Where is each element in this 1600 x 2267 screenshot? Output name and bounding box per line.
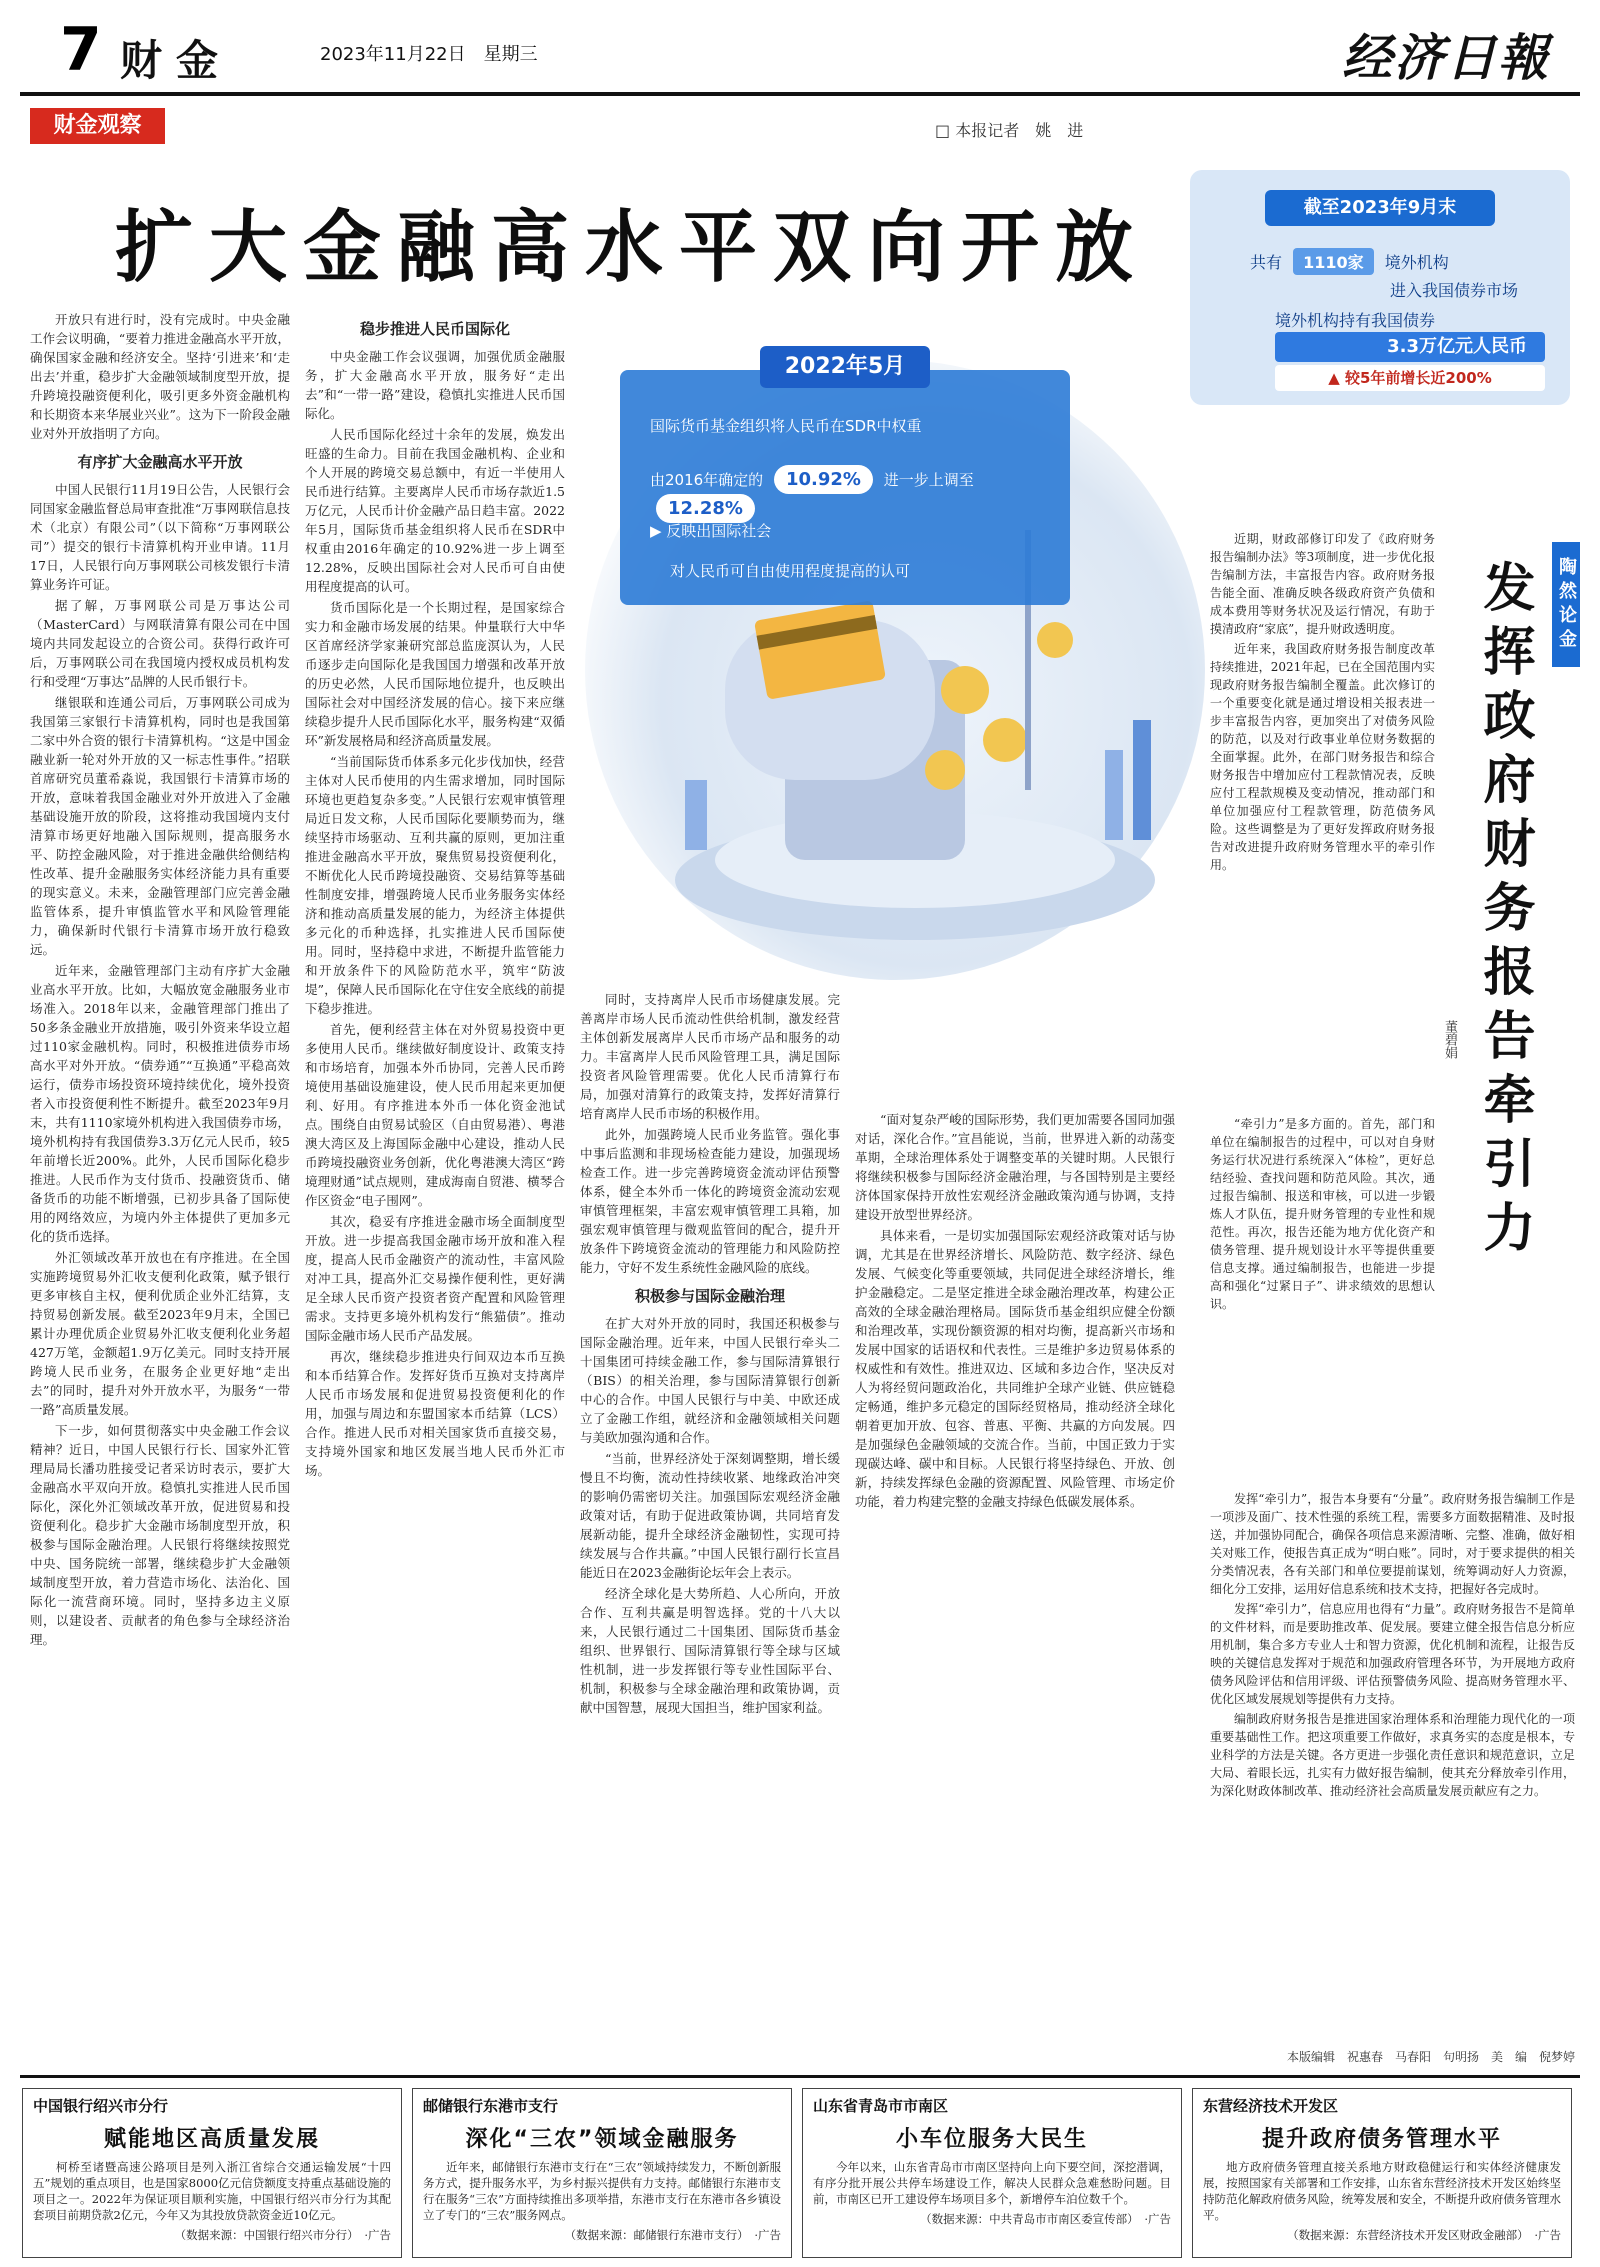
stats-line-2: 境外机构持有我国债券 [1275, 311, 1436, 330]
commentary-title: 发挥政府财务报告牵引力 [1474, 560, 1534, 1264]
page-number: 7 [60, 15, 102, 85]
article-paragraph: 具体来看，一是切实加强国际宏观经济政策对话与协调，尤其是在世界经济增长、风险防范、数字经济、绿色发展、气候变化等重要领域，共同促进全球经济增长，维护金融稳定。二是坚定推进全球金融治理改革，构建公正高效的全球金融治理格局。国际货币基金组织应健全份额和治理改革，实现份额资源的相对均衡，提高新兴市场和发展中国家的话语权和代表性。三是维护多边贸易体系的权威性和有效性。推进双边、区域和多边合作，坚决反对人为将经贸问题政治化，共同维护全球产业链、供应链稳定畅通，维护多元稳定的国际经贸格局，推动经济全球化朝着更加开放、包容、普惠、平衡、共赢的方向发展。四是加强绿色金融领域的交流合作。当前，中国正致力于实现碳达峰、碳中和目标。人民银行将坚持绿色、开放、创新，持续发挥绿色金融的资源配置、风险管理、市场定价功能，着力构建完整的金融支持绿色低碳发展体系。 [855, 1228, 1175, 1509]
article-column-3 [580, 990, 840, 2060]
ad-block-3 [802, 2088, 1182, 2258]
commentary-paragraph: 编制政府财务报告是推进国家治理体系和治理能力现代化的一项重要基础性工作。把这项重要工作做好，求真务实的态度是根本，专业科学的方法是关键。各方更进一步强化责任意识和规范意识，立足大局、着眼长远，扎实有力做好报告编制，使其充分释放牵引作用，为深化财政体制改革、推动经济社会高质量发展贡献应有之力。 [1210, 1712, 1575, 1798]
editors-credit: 本版编辑 祝惠春 马春阳 句明扬 美 编 倪梦婷 [1286, 2050, 1575, 2064]
commentary-paragraph: “牵引力”是多方面的。首先，部门和单位在编制报告的过程中，可以对自身财务运行状况进行系统深入“体检”，更好总结经验、查找问题和防范风险。其次，通过报告编制、报送和审核，可以进一步锻炼人才队伍，提升财务管理的专业性和规范性。再次，报告还能为地方优化资产和债务管理、提升规划设计水平等提供重要信息支撑。通过编制报告，也能进一步提高和强化“过紧日子”、讲求绩效的思想认识。 [1210, 1117, 1435, 1311]
column-tag: 财金观察 [30, 108, 165, 144]
stats-line-1 [1250, 248, 1449, 275]
ad-org: 中国银行绍兴市分行 [33, 2097, 169, 2115]
article-paragraph: 继银联和连通公司后，万事网联公司成为我国第三家银行卡清算机构，同时也是我国第二家中外合资的银行卡清算机构。“这是中国金融业新一轮对外开放的又一标志性事件。”招联首席研究员董希淼说，我国银行卡清算市场的开放，意味着我国金融业对外开放进入了金融基础设施开放的阶段，这将推动我国境内支付清算市场更好地融入国际规则，提高服务水平、防控金融风险，对于推进金融供给侧结构性改革、提升金融服务实体经济能力具有重要的现实意义。未来，金融管理部门应完善金融监管体系，提升审慎监管水平和风险管理能力，确保新时代银行卡清算市场开放行稳致远。 [30, 695, 290, 957]
article-paragraph: 其次，稳妥有序推进金融市场全面制度型开放。进一步提高我国金融市场开放和准入程度，提高人民币金融资产的流动性，丰富风险对冲工具，提高外汇交易操作便利性，更好满足全球人民币资产投资者资产配置和风险管理需求。支持更多境外机构发行“熊猫债”。推动国际金融市场人民币产品发展。 [305, 1214, 565, 1343]
subheading-3: 积极参与国际金融治理 [634, 1287, 785, 1305]
section-name: 财金 [120, 36, 233, 85]
commentary-paragraph: 发挥“牵引力”，信息应用也得有“力量”。政府财务报告不是简单的文件材料，而是要助推改革、促发展。要建立健全报告信息分析应用机制，集合多方专业人士和智力资源，优化机制和流程，让报告反映的关键信息发挥对于规范和加强政府管理各环节，为开展地方政府债务风险评估和信用评级、评估预警债务风险、提高财务管理水平、优化区域发展规划等提供有力支持。 [1210, 1602, 1575, 1706]
ad-source: （数据来源：邮储银行东港市支行） ·广告 [564, 2228, 781, 2242]
article-paragraph: 再次，继续稳步推进央行间双边本币互换和本币结算合作。发挥好货币互换对支持离岸人民币市场发展和促进贸易投资便利化的作用，加强与周边和东盟国家本币结算（LCS）合作。推进人民币对相关国家货币直接交易，支持境外国家和地区发展当地人民币外汇市场。 [305, 1349, 565, 1478]
article-paragraph: 外汇领域改革开放也在有序推进。在全国实施跨境贸易外汇收支便利化政策，赋予银行更多审核自主权，便利优质企业外汇结算，支持贸易创新发展。截至2023年9月末，全国已累计办理优质企业贸易外汇收支便利化业务超427万笔，金额超1.9万亿美元。同时支持开展跨境人民币业务，在服务企业更好地“走出去”的同时，提升对外开放水平，为服务“一带一路”高质量发展。 [30, 1250, 290, 1417]
divider [20, 2075, 1580, 2078]
sdr-text-4: 对人民币可自由使用程度提高的认可 [670, 562, 911, 580]
article-paragraph: 同时，支持离岸人民币市场健康发展。完善离岸市场人民币流动性供给机制，激发经营主体创新发展离岸人民币市场产品和服务的动力。丰富离岸人民币风险管理工具，满足国际投资者风险管理需要。优化人民币清算行布局，加强对清算行的政策支持，发挥好清算行培育离岸人民币市场的积极作用。 [580, 992, 840, 1121]
sdr-text2-mid: 进一步上调至 [883, 471, 974, 489]
stats-line1-suffix: 境外机构 [1384, 253, 1449, 272]
article-paragraph: 此外，加强跨境人民币业务监管。强化事中事后监测和非现场检查能力建设，加强现场检查工作。进一步完善跨境资金流动评估预警体系，健全本外币一体化的跨境资金流动宏观审慎管理框架，丰富宏观审慎管理工具箱，加强宏观审慎管理与微观监管间的配合，提升开放条件下跨境资金流动的管理能力和风险防控能力，守好不发生系统性金融风险的底线。 [580, 1127, 840, 1275]
article-paragraph: 下一步，如何贯彻落实中央金融工作会议精神？近日，中国人民银行行长、国家外汇管理局局长潘功胜接受记者采访时表示，要扩大金融高水平双向开放。稳慎扎实推进人民币国际化，深化外汇领域改革开放，促进贸易和投资便利化。稳步扩大金融市场制度型开放，积极参与国际金融治理。人民银行将继续按照党中央、国务院统一部署，继续稳步扩大金融领域制度型开放，着力营造市场化、法治化、国际化一流营商环境。同时，坚持多边主义原则，以建设者、贡献者的角色参与全球经济治理。 [30, 1423, 290, 1647]
commentary-paragraph: 近年来，我国政府财务报告制度改革持续推进，2021年起，已在全国范围内实现政府财务报告编制全覆盖。此次修订的一个重要变化就是通过增设相关报表进一步丰富报告内容，更加突出了对债务风险的防范，以及对行政事业单位财务数据的全面掌握。此外，在部门财务报告和综合财务报告中增加应付工程款情况表，反映应付工程款规模及变动情况，推动部门和单位加强应付工程款管理，防范债务风险。这些调整是为了更好发挥政府财务报告对改进提升政府财务管理水平的牵引作用。 [1210, 642, 1435, 872]
commentary-body-1 [1210, 530, 1435, 1110]
article-column-2 [305, 310, 565, 2060]
article-column-4 [855, 1110, 1175, 2060]
ad-block-4 [1192, 2088, 1572, 2258]
ad-org: 东营经济技术开发区 [1203, 2097, 1339, 2115]
subheading-1: 有序扩大金融高水平开放 [77, 453, 243, 471]
ad-body: 柯桥至诸暨高速公路项目是列入浙江省综合交通运输发展“十四五”规划的重点项目，也是国家8000亿元信贷额度支持重点基础设施的项目之一。2022年为保证项目顺利实施，中国银行绍兴市分行为其配套项目前期贷款2亿元，今年又为其投放贷款资金近10亿元。 [33, 2160, 391, 2222]
sdr-value-from: 10.92% [774, 465, 873, 494]
commentary-paragraph: 近期，财政部修订印发了《政府财务报告编制办法》等3项制度，进一步优化报告编制方法，丰富报告内容。政府财务报告能全面、准确反映各级政府资产负债和成本费用等财务状况及运行情况，有助于摸清政府“家底”，提升财政透明度。 [1210, 532, 1435, 636]
byline: □ 本报记者 姚 进 [935, 121, 1084, 140]
stats-panel [1190, 170, 1570, 405]
sdr-text-3: ▶ 反映出国际社会 [650, 522, 772, 540]
article-paragraph: “当前国际货币体系多元化步伐加快，经营主体对人民币使用的内生需求增加，同时国际环境也更趋复杂多变。”人民银行宏观审慎管理局近日发文称，人民币国际化要顺势而为，继续坚持市场驱动、互利共赢的原则，更加注重推进金融高水平开放，聚焦贸易投资便利化，不断优化人民币跨境投融资、交易结算等基础性制度安排，增强跨境人民币业务服务实体经济和推动高质量发展的能力，为经济主体提供多元化的币种选择，扎实推进人民币国际使用。同时，坚持稳中求进，不断提升监管能力和开放条件下的风险防范水平，筑牢“防波堤”，保障人民币国际化在守住安全底线的前提下稳步推进。 [305, 754, 565, 1016]
article-paragraph: 中国人民银行11月19日公告，人民银行会同国家金融监督总局审查批准“万事网联信息技术（北京）有限公司”（以下简称“万事网联公司”）提交的银行卡清算机构开业申请。11月17日，人民银行向万事网联公司核发银行卡清算业务许可证。 [30, 482, 290, 592]
sdr-date: 2022年5月 [760, 346, 930, 388]
stats-line2-value: 3.3万亿元人民币 [1275, 332, 1545, 362]
commentary-body-2 [1210, 1115, 1435, 1480]
ad-block-1 [22, 2088, 402, 2258]
sdr-text-2 [650, 465, 1070, 523]
commentary-body-3 [1210, 1490, 1575, 2030]
article-paragraph: 货币国际化是一个长期过程，是国家综合实力和金融市场发展的结果。仲量联行大中华区首席经济学家兼研究部总监庞溟认为，人民币逐步走向国际化是我国国力增强和改革开放的历史必然，人民币国际地位提升，也反映出国际社会对中国经济发展的信心。接下来应继续稳步提升人民币国际化水平，服务构建“双循环”新发展格局和经济高质量发展。 [305, 600, 565, 748]
ad-body: 近年来，邮储银行东港市支行在“三农”领域持续发力，不断创新服务方式，提升服务水平，为乡村振兴提供有力支持。邮储银行东港市支行在服务“三农”方面持续推出多项举措，东港市支行在东港市各乡镇设立了专门的“三农”服务网点。 [423, 2160, 781, 2222]
ad-title: 小车位服务大民生 [895, 2127, 1088, 2152]
ad-title: 赋能地区高质量发展 [103, 2127, 320, 2152]
sdr-value-to: 12.28% [656, 494, 755, 523]
subheading-2: 稳步推进人民币国际化 [359, 320, 510, 338]
ad-title: 深化“三农”领域金融服务 [465, 2127, 739, 2152]
ad-body: 今年以来，山东省青岛市市南区坚持向上向下要空间，深挖潜调，有序分批开展公共停车场建设工作，解决人民群众急难愁盼问题。目前，市南区已开工建设停车场项目多个，新增停车泊位数千个。 [813, 2160, 1171, 2206]
article-column-1 [30, 310, 290, 2060]
commentary-paragraph: 发挥“牵引力”，报告本身要有“分量”。政府财务报告编制工作是一项涉及面广、技术性强的系统工程，需要多方面数据精准、及时报送，并加强协同配合，确保各项信息来源清晰、完整、准确，做好相关对账工作，使报告真正成为“明白账”。同时，对于要求提供的相关分类情况表，各有关部门和单位要提前谋划，统筹调动好人力资源，细化分工安排，运用好信息系统和技术支持，把握好各完成时。 [1210, 1492, 1575, 1596]
commentary-tag: 陶然论金 [1552, 542, 1580, 667]
newspaper-logo: 经济日報 [1342, 28, 1550, 87]
ad-title: 提升政府债务管理水平 [1261, 2127, 1502, 2152]
ad-source: （数据来源：中国银行绍兴市分行） ·广告 [174, 2228, 391, 2242]
headline: 扩大金融高水平双向开放 [115, 203, 1150, 293]
ad-org: 山东省青岛市市南区 [813, 2097, 949, 2115]
article-paragraph: 近年来，金融管理部门主动有序扩大金融业高水平开放。比如，大幅放宽金融服务业市场准入。2018年以来，金融管理部门推出了50多条金融业开放措施，吸引外资来华设立超过110家金融机构。同时，积极推进债券市场高水平对外开放。“债券通”“互换通”平稳高效运行，债券市场投资环境持续优化，境外投资者入市投资便利性不断提升。截至2023年9月末，共有1110家境外机构进入我国债券市场，境外机构持有我国债券3.3万亿元人民币，较5年前增长近200%。此外，人民币国际化稳步推进。人民币作为支付货币、投融资货币、储备货币的功能不断增强，已初步具备了国际使用的网络效应，为境内外主体提供了更加多元化的货币选择。 [30, 963, 290, 1244]
article-paragraph: 人民币国际化经过十余年的发展，焕发出旺盛的生命力。目前在我国金融机构、企业和个人开展的跨境交易总额中，有近一半使用人民币进行结算。主要离岸人民币市场存款近1.5万亿元，人民币计价金融产品日趋丰富。2022年5月，国际货币基金组织将人民币在SDR中权重由2016年确定的10.92%进一步上调至12.28%，反映出国际社会对人民币可自由使用程度提高的认可。 [305, 427, 565, 594]
article-paragraph: 中央金融工作会议强调，加强优质金融服务，扩大金融高水平开放，服务好“走出去”和“一带一路”建设，稳慎扎实推进人民币国际化。 [305, 349, 565, 421]
masthead [20, 10, 1580, 96]
stats-growth: ▲ 较5年前增长近200% [1275, 365, 1545, 391]
article-paragraph: “当前，世界经济处于深刻调整期，增长缓慢且不均衡，流动性持续收紧、地缘政治冲突的影响仍需密切关注。加强国际宏观经济金融政策对话，有助于促进政策协调，共同培育发展新动能，提升全球经济金融韧性，实现可持续发展与合作共赢。”中国人民银行副行长宣昌能近日在2023金融街论坛年会上表示。 [580, 1451, 840, 1580]
ad-source: （数据来源：中共青岛市市南区委宣传部） ·广告 [920, 2212, 1171, 2226]
ad-source: （数据来源：东营经济技术开发区财政金融部） ·广告 [1287, 2228, 1561, 2242]
article-intro: 开放只有进行时，没有完成时。中央金融工作会议明确，“要着力推进金融高水平开放，确保国家金融和经济安全。坚持‘引进来’和‘走出去’并重，稳步扩大金融领域制度型开放，提升跨境投融资便利化，吸引更多外资金融机构和长期资本来华展业兴业”。这为下一阶段金融业对外开放指明了方向。 [30, 312, 290, 441]
stats-heading: 截至2023年9月末 [1265, 190, 1495, 226]
article-paragraph: “面对复杂严峻的国际形势，我们更加需要各国同加强对话，深化合作。”宣昌能说，当前，世界进入新的动荡变革期，全球治理体系处于调整变革的关键时期。人民银行将继续积极参与国际经济金融治理，与各国特别是主要经济体国家保持开放性宏观经济金融政策沟通与协调，支持建设开放型世界经济。 [855, 1112, 1175, 1222]
commentary-author: 董碧娟 [1442, 1020, 1457, 1059]
publication-date: 2023年11月22日 星期三 [320, 44, 538, 65]
ad-body: 地方政府债务管理直接关系地方财政稳健运行和实体经济健康发展，按照国家有关部署和工作安排，山东省东营经济技术开发区始终坚持防范化解政府债务风险，统筹发展和安全，不断提升政府债务管理水平。 [1203, 2160, 1561, 2222]
article-paragraph: 据了解，万事网联公司是万事达公司（MasterCard）与网联清算有限公司在中国境内共同发起设立的合资公司。获得行政许可后，万事网联公司在我国境内授权成员机构发行和受理“万事达”品牌的人民币银行卡。 [30, 598, 290, 689]
ad-org: 邮储银行东港市支行 [423, 2097, 559, 2115]
stats-line1-tail: 进入我国债券市场 [1390, 281, 1519, 300]
article-paragraph: 经济全球化是大势所趋、人心所向，开放合作、互利共赢是明智选择。党的十八大以来，人民银行通过二十国集团、国际货币基金组织、世界银行、国际清算银行等全球与区域性机制，进一步发挥银行等专业性国际平台、机制，积极参与全球金融治理和政策协调，贡献中国智慧，展现大国担当，维护国家利益。 [580, 1586, 840, 1715]
article-paragraph: 在扩大对外开放的同时，我国还积极参与国际金融治理。近年来，中国人民银行牵头二十国集团可持续金融工作，参与国际清算银行（BIS）的相关治理，参与国际清算银行创新中心的合作。中国人民银行与中美、中欧还成立了金融工作组，就经济和金融领域相关问题与美欧加强沟通和合作。 [580, 1316, 840, 1445]
sdr-text2-prefix: 由2016年确定的 [650, 471, 764, 489]
sdr-info-card [620, 354, 1070, 605]
article-paragraph: 首先，便利经营主体在对外贸易投资中更多使用人民币。继续做好制度设计、政策支持和市场培育，加强本外币协同，完善人民币跨境使用基础设施建设，使人民币用起来更加便利、好用。有序推进本外币一体化资金池试点。围绕自由贸易试验区（自由贸易港）、粤港澳大湾区及上海国际金融中心建设，推动人民币跨境投融资业务创新，优化粤港澳大湾区“跨境理财通”试点规则，建成海南自贸港、横琴合作区资金“电子围网”。 [305, 1022, 565, 1208]
ad-block-2 [412, 2088, 792, 2258]
stats-line1-prefix: 共有 [1250, 253, 1283, 272]
stats-line1-value: 1110家 [1293, 248, 1374, 275]
sdr-text-1: 国际货币基金组织将人民币在SDR中权重 [650, 417, 922, 435]
